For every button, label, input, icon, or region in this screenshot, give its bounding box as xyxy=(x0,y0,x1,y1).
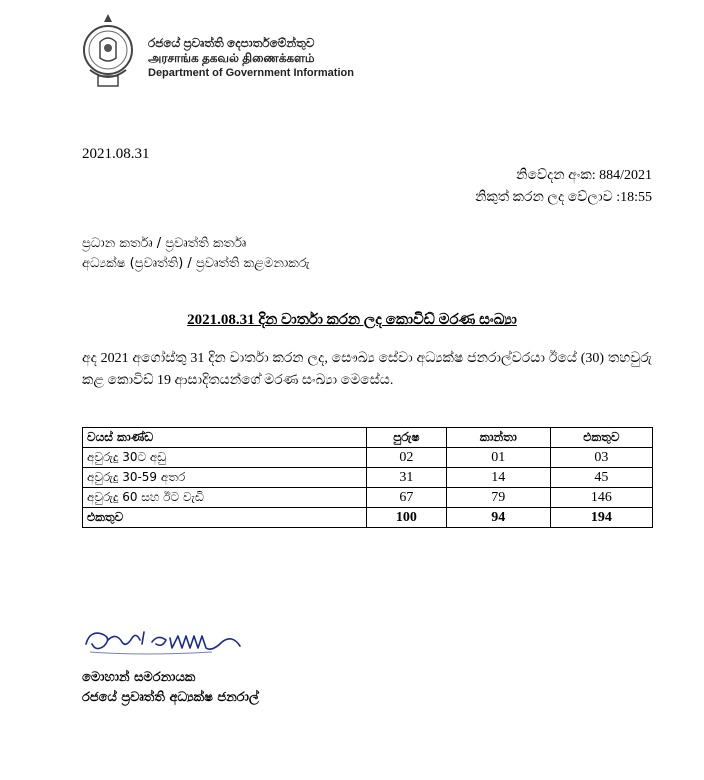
age-group-cell: අවුරුදු 30-59 අතර xyxy=(83,468,367,488)
signer-name: මොහාන් සමරනායක xyxy=(82,670,196,685)
header-age-group: වයස් කාණ්ඩ xyxy=(83,428,367,448)
table-row xyxy=(83,468,653,488)
table-row xyxy=(83,488,653,508)
recipients xyxy=(82,234,310,274)
issued-time: නිකුත් කරන ලද වේලාව :18:55 xyxy=(475,190,652,205)
header-male: පුරුෂ xyxy=(367,428,447,448)
header-female: කාන්තා xyxy=(446,428,550,448)
total-label-cell: එකතුව xyxy=(83,508,367,528)
org-name-english: Department of Government Information xyxy=(148,67,354,79)
signer-title: රජයේ ප්‍රවෘත්ති අධ්‍යක්ෂ ජනරාල් xyxy=(82,690,259,705)
document-date: 2021.08.31 xyxy=(82,146,150,162)
total-cell: 45 xyxy=(550,468,652,488)
header-total: එකතුව xyxy=(550,428,652,448)
body-paragraph: අද 2021 අගෝස්තු 31 දින වාර්තා කරන ලද, සෞඛ්‍ය සේවා අධ්‍යක්ෂ ජනරාල්වරයා ඊයේ (30) තහවුරු කළ කොවිඩ් 19 ආසාදිතයන්ගේ මරණ සංඛ්‍යා මෙසේය. xyxy=(82,351,652,388)
table-header-row xyxy=(83,428,653,448)
table-total-row xyxy=(83,508,653,528)
age-group-cell: අවුරුදු 30ට අඩු xyxy=(83,448,367,468)
male-cell: 02 xyxy=(367,448,447,468)
table-row xyxy=(83,448,653,468)
grand-total-cell: 194 xyxy=(550,508,652,528)
male-cell: 31 xyxy=(367,468,447,488)
death-stats-table xyxy=(82,427,653,528)
female-total-cell: 94 xyxy=(446,508,550,528)
total-cell: 03 xyxy=(550,448,652,468)
signer-block xyxy=(82,668,259,708)
org-name-sinhala: රජයේ ප්‍රවෘත්ති දෙපාර්තමේන්තුව xyxy=(148,36,315,50)
total-cell: 146 xyxy=(550,488,652,508)
sri-lanka-emblem-icon xyxy=(78,12,138,90)
letterhead xyxy=(78,12,398,92)
female-cell: 14 xyxy=(446,468,550,488)
release-number: නිවේදන අංක: 884/2021 xyxy=(516,168,652,183)
release-meta xyxy=(475,165,652,209)
female-cell: 79 xyxy=(446,488,550,508)
recipient-line: අධ්‍යක්ෂ (ප්‍රවෘත්ති) / ප්‍රවෘත්ති කළමනාකරු xyxy=(82,256,310,271)
age-group-cell: අවුරුදු 60 සහ ඊට වැඩි xyxy=(83,488,367,508)
document-title: 2021.08.31 දින වාර්තා කරන ලද කොවිඩ් මරණ සංඛ්‍යා xyxy=(187,312,517,328)
org-name-tamil: அரசாங்க தகவல் திணைக்களம் xyxy=(148,51,315,65)
signature xyxy=(82,622,252,666)
male-total-cell: 100 xyxy=(367,508,447,528)
female-cell: 01 xyxy=(446,448,550,468)
male-cell: 67 xyxy=(367,488,447,508)
recipient-line: ප්‍රධාන කර්තෘ / ප්‍රවෘත්ති කර්තෘ xyxy=(82,236,247,251)
